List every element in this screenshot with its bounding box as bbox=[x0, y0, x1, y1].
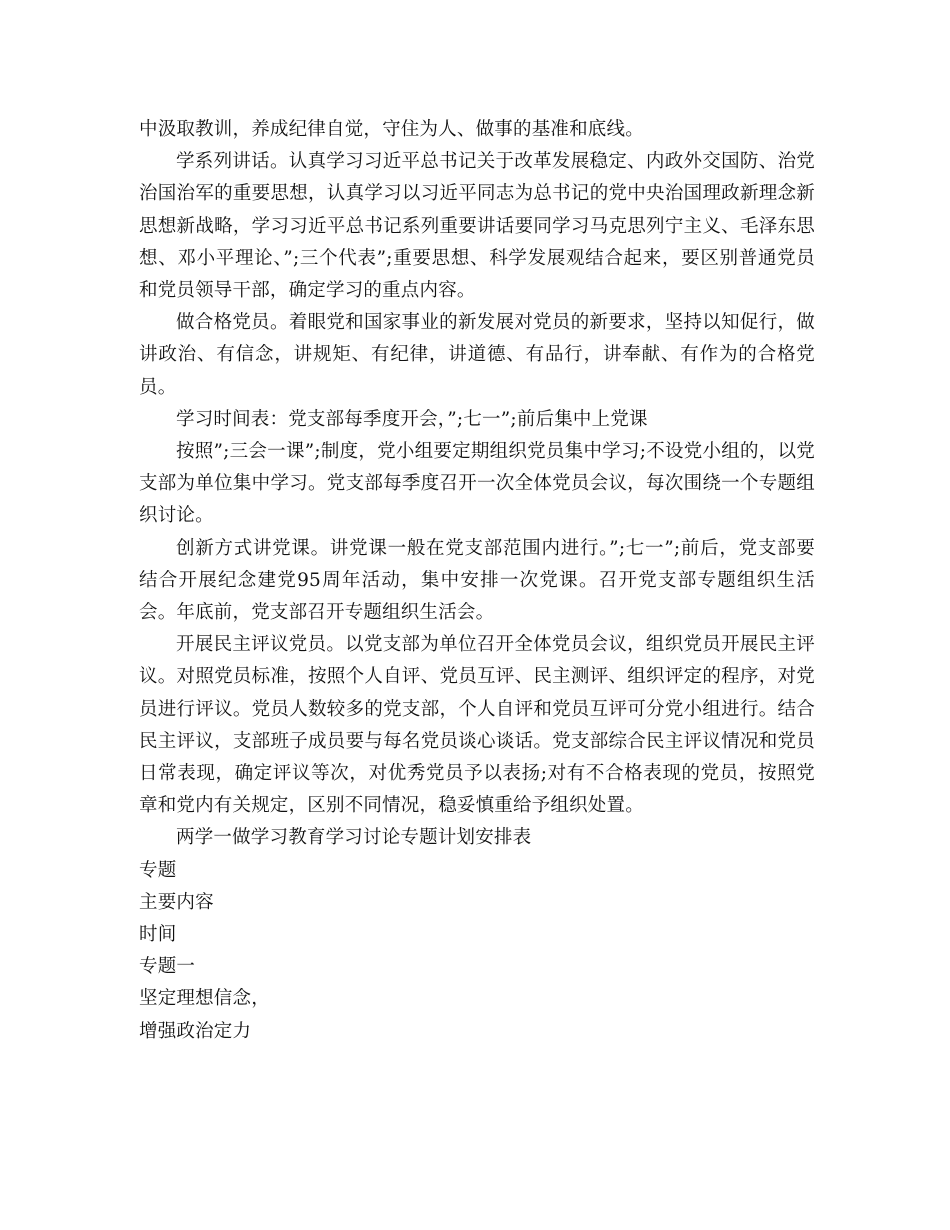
table-cell-topic-one: 专题一 bbox=[139, 956, 196, 978]
paragraph-continuation: 中汲取教训，养成纪律自觉，守住为人、做事的基准和底线。 bbox=[139, 119, 644, 140]
table-cell-content-line-2: 增强政治定力 bbox=[139, 1020, 252, 1042]
paragraph-study-speeches: 学系列讲话。认真学习习近平总书记关于改革发展稳定、内政外交国防、治党治国治军的重要思想，认真学习以习近平同志为总书记的党中央治国理政新理念新思想新战略，学习习近平总书记系列重要讲话要同学习马克思列宁主义、毛泽东思想、邓小平理论、”;三个代表”;重要思想、科学发展观结合起来，要区别普通党员和党员领导干部，确定学习的重点内容。 bbox=[139, 151, 815, 302]
table-cell-content-line-1: 坚定理想信念， bbox=[139, 988, 270, 1010]
table-header-time: 时间 bbox=[139, 924, 177, 946]
paragraph-study-schedule: 学习时间表：党支部每季度开会，”;七一”;前后集中上党课 bbox=[176, 408, 648, 430]
paragraph-qualified-member: 做合格党员。着眼党和国家事业的新发展对党员的新要求，坚持以知促行，做讲政治、有信念，讲规矩、有纪律，讲道德、有品行，讲奉献、有作为的合格党员。 bbox=[139, 312, 815, 398]
document-body bbox=[139, 114, 815, 1048]
paragraph-three-meetings: 按照”;三会一课”;制度，党小组要定期组织党员集中学习;不设党小组的，以党支部为单位集中学习。党支部每季度召开一次全体党员会议，每次围绕一个专题组织讨论。 bbox=[139, 441, 815, 527]
table-header-topic: 专题 bbox=[139, 859, 177, 881]
paragraph-democratic-review: 开展民主评议党员。以党支部为单位召开全体党员会议，组织党员开展民主评议。对照党员标准，按照个人自评、党员互评、民主测评、组织评定的程序，对党员进行评议。党员人数较多的党支部，个人自评和党员互评可分党小组进行。结合民主评议，支部班子成员要与每名党员谈心谈话。党支部综合民主评议情况和党员日常表现，确定评议等次，对优秀党员予以表扬;对有不合格表现的党员，按照党章和党内有关规定，区别不同情况，稳妥慎重给予组织处置。 bbox=[139, 634, 815, 817]
paragraph-party-lecture: 创新方式讲党课。讲党课一般在党支部范围内进行。”;七一”;前后，党支部要结合开展纪念建党95周年活动，集中安排一次党课。召开党支部专题组织生活会。年底前，党支部召开专题组织生活会。 bbox=[139, 537, 815, 624]
table-header-content: 主要内容 bbox=[139, 891, 214, 913]
table-title: 两学一做学习教育学习讨论专题计划安排表 bbox=[176, 827, 532, 849]
